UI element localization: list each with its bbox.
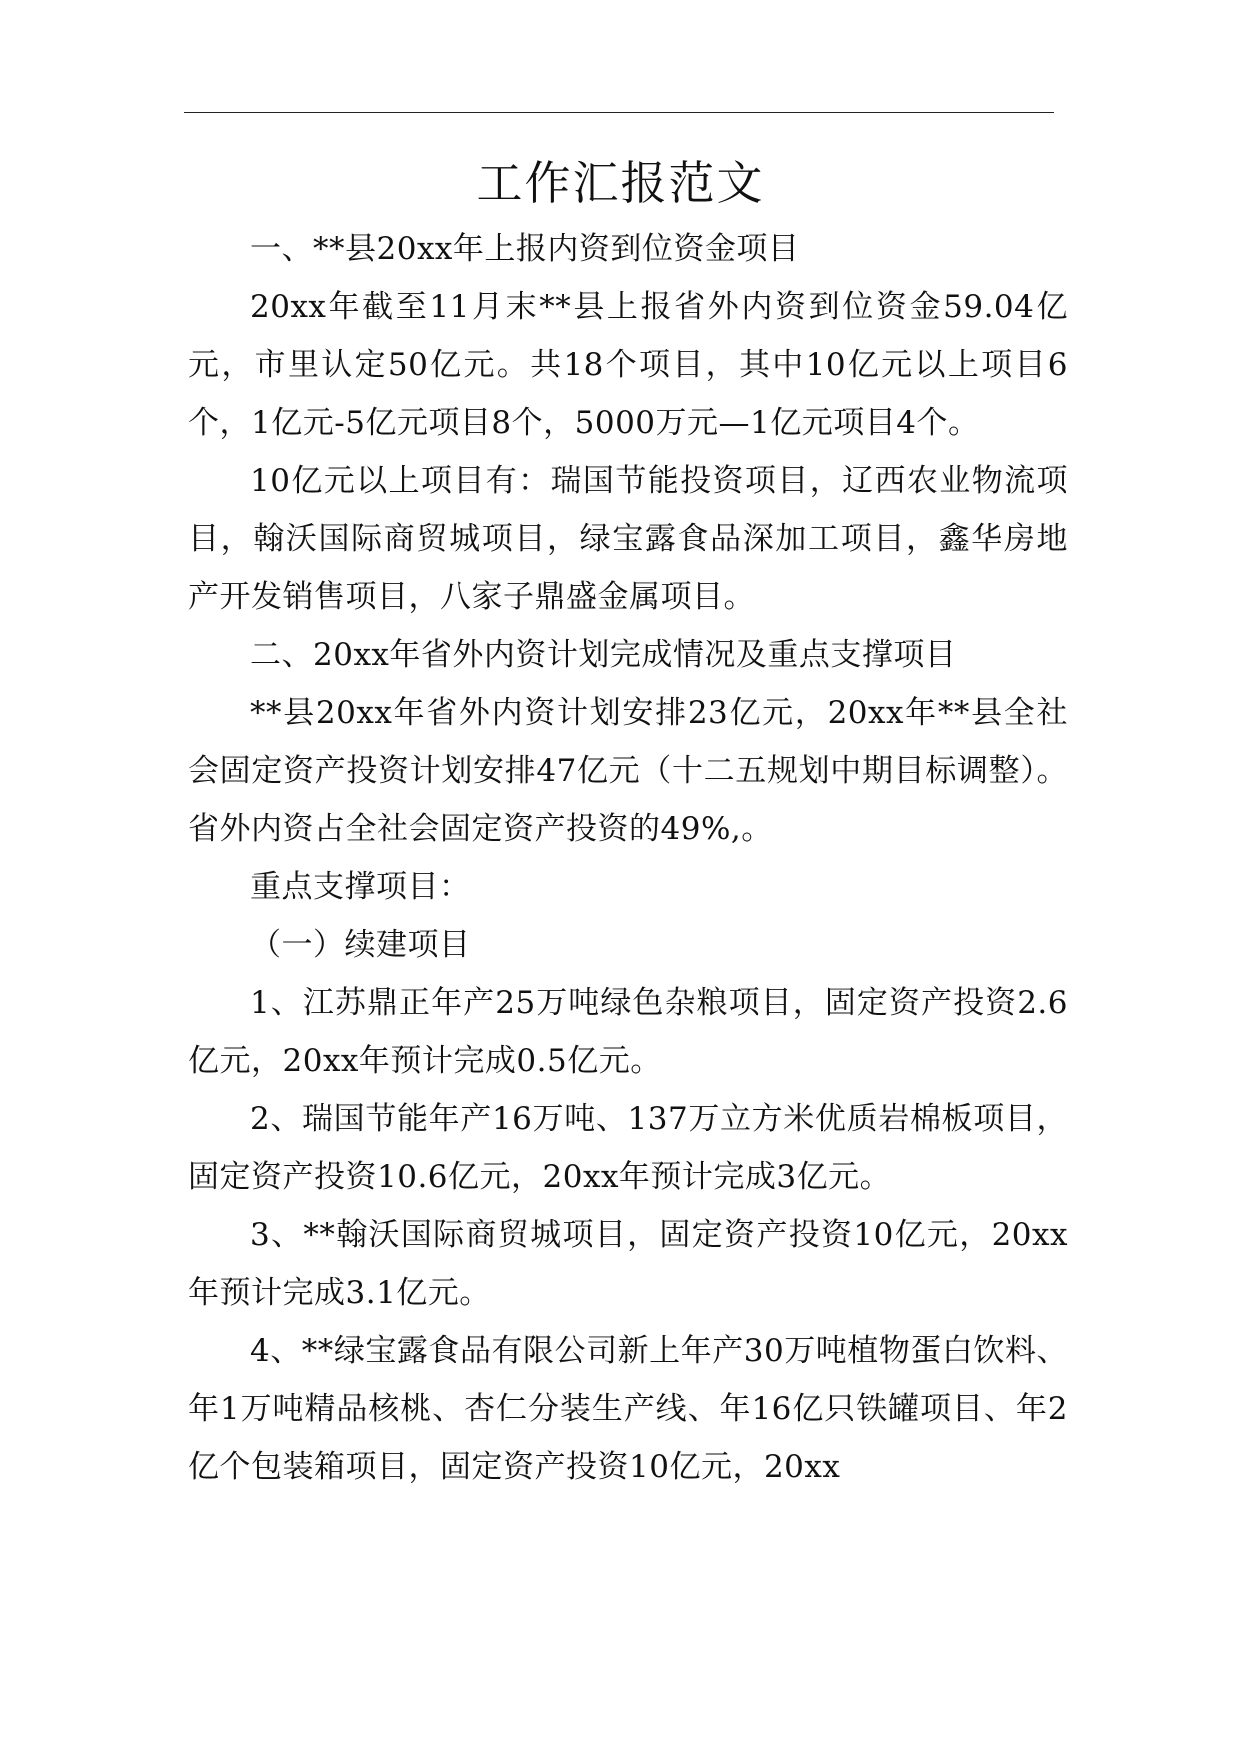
paragraph: 20xx年截至11月末**县上报省外内资到位资金59.04亿元，市里认定50亿元。共18个项目，其中10亿元以上项目6个，1亿元-5亿元项目8个，5000万元—1亿元项目4个。	[188, 289, 1068, 441]
document-title: 工作汇报范文	[476, 156, 765, 210]
list-item: 1、江苏鼎正年产25万吨绿色杂粮项目，固定资产投资2.6亿元，20xx年预计完成0.5亿元。	[188, 985, 1068, 1079]
list-item: 2、瑞国节能年产16万吨、137万立方米优质岩棉板项目，固定资产投资10.6亿元，20xx年预计完成3亿元。	[188, 1101, 1068, 1195]
paragraph: 10亿元以上项目有：瑞国节能投资项目，辽西农业物流项目，翰沃国际商贸城项目，绿宝露食品深加工项目，鑫华房地产开发销售项目，八家子鼎盛金属项目。	[188, 463, 1068, 615]
section-heading-2: 二、20xx年省外内资计划完成情况及重点支撑项目	[250, 637, 957, 673]
subheading-continuing-projects: （一）续建项目	[250, 927, 471, 963]
section-heading-1: 一、**县20xx年上报内资到位资金项目	[250, 231, 800, 267]
subheading-key-projects: 重点支撑项目：	[250, 869, 471, 905]
list-item: 3、**翰沃国际商贸城项目，固定资产投资10亿元，20xx年预计完成3.1亿元。	[188, 1217, 1068, 1311]
paragraph: **县20xx年省外内资计划安排23亿元，20xx年**县全社会固定资产投资计划安排47亿元（十二五规划中期目标调整）。省外内资占全社会固定资产投资的49%,。	[188, 695, 1068, 847]
list-item: 4、**绿宝露食品有限公司新上年产30万吨植物蛋白饮料、年1万吨精品核桃、杏仁分装生产线、年16亿只铁罐项目、年2亿个包装箱项目，固定资产投资10亿元，20xx	[188, 1333, 1068, 1485]
header-rule	[184, 112, 1054, 113]
document-body	[188, 220, 1068, 1496]
